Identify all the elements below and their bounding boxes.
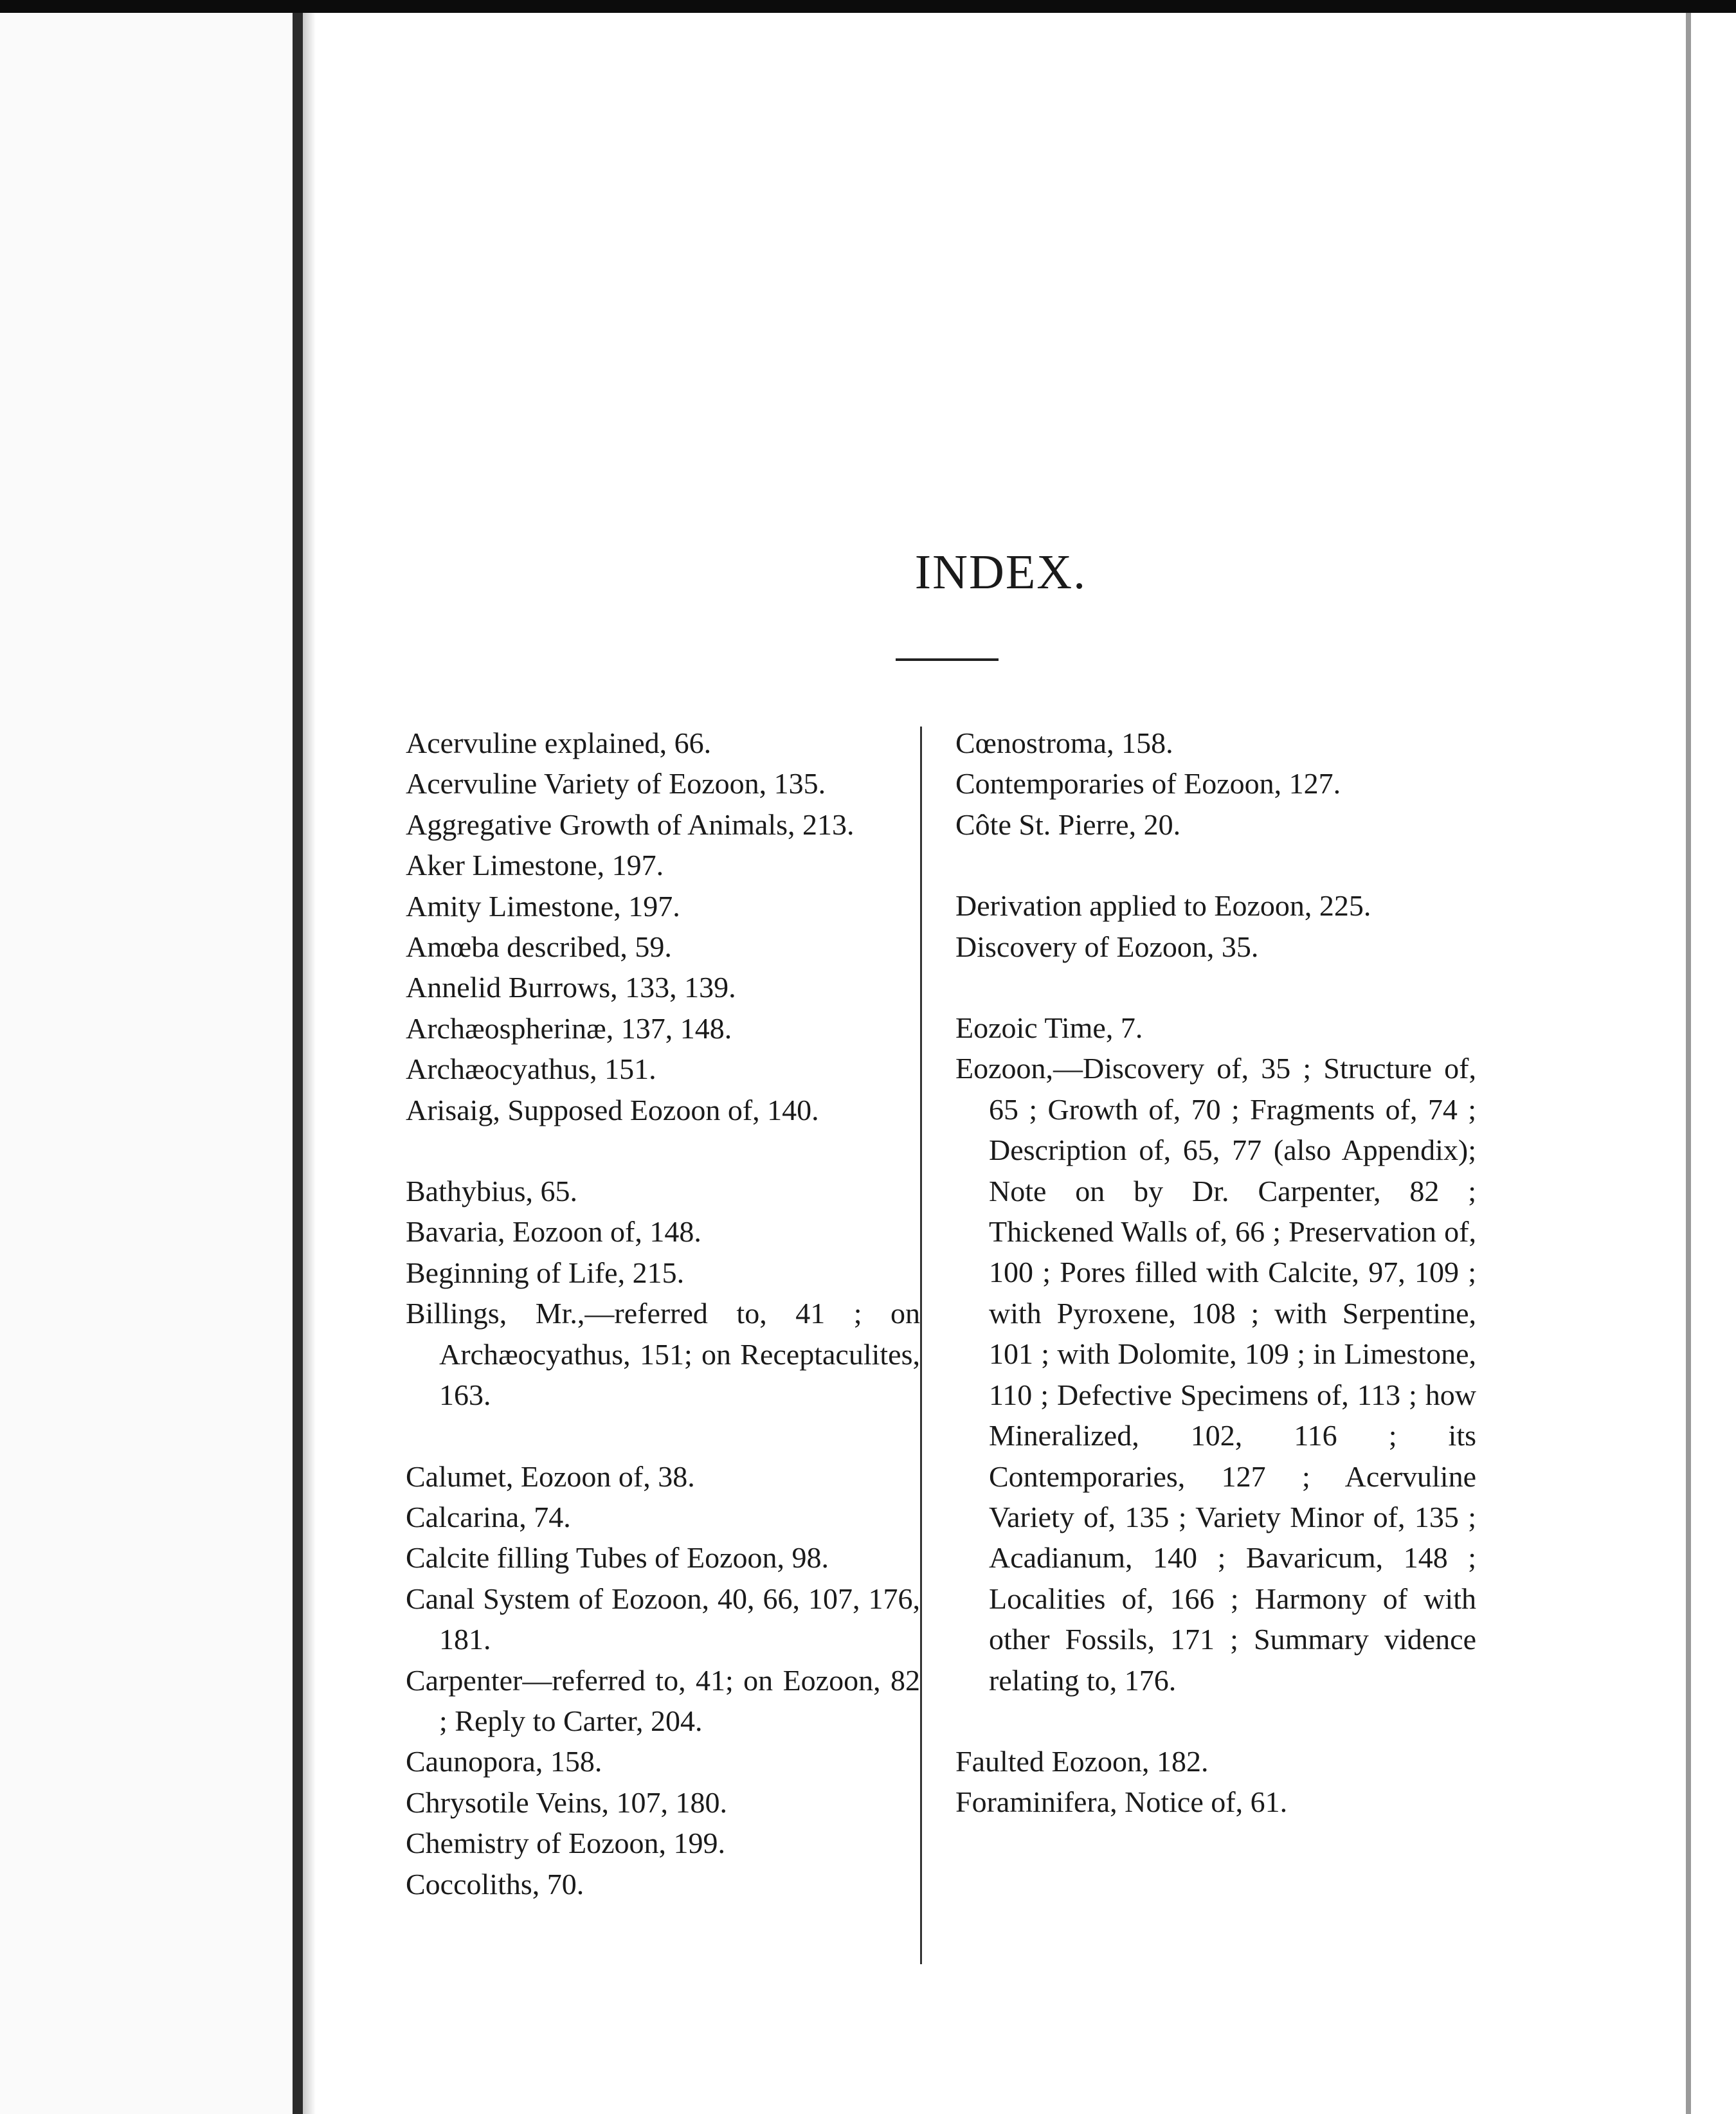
index-entry: Caunopora, 158. <box>406 1745 602 1778</box>
index-entry: Billings, Mr.,—referred to, 41 ; on Archæocyathus, 151; on Receptaculites, 163. <box>406 1297 920 1412</box>
index-column-right <box>955 723 1476 1823</box>
index-entry: Calumet, Eozoon of, 38. <box>406 1459 695 1493</box>
entry-gap <box>406 1130 920 1171</box>
index-entry: Eozoon,—Discovery of, 35 ; Structure of, 65 ; Growth of, 70 ; Fragments of, 74 ; Description of, 65, 77 (also Appendix); Note on by Dr. Carpenter, 82 ; Thickened Walls of, 66 ; Preservation of, 100 ; Pores filled with Calcite, 97, 109 ; with Pyroxene, 108 ; with Serpentine, 101 ; with Dolomite, 109 ; in Limestone, 110 ; Defective Specimens of, 113 ; how Mineralized, 102, 116 ; its Contemporaries, 127 ; Acervuline Variety of, 135 ; Variety Minor of, 135 ; Acadianum, 140 ; Bavaricum, 148 ; Localities of, 166 ; Harmony of with other Fossils, 171 ; Summary vidence relating to, 176. <box>955 1052 1476 1697</box>
index-page <box>316 13 1686 2114</box>
entry-gap <box>955 967 1476 1007</box>
entry-gap <box>955 1701 1476 1741</box>
index-entry: Chemistry of Eozoon, 199. <box>406 1827 725 1860</box>
index-entry: Côte St. Pierre, 20. <box>955 808 1181 841</box>
index-entry: Canal System of Eozoon, 40, 66, 107, 176, 181. <box>406 1582 920 1656</box>
index-entry: Coccoliths, 70. <box>406 1867 584 1901</box>
index-entry: Calcarina, 74. <box>406 1500 571 1533</box>
book-spine-shadow <box>293 13 303 2114</box>
index-entry: Faulted Eozoon, 182. <box>955 1744 1209 1778</box>
page-title: INDEX. <box>914 545 1087 599</box>
index-entry: Acervuline Variety of Eozoon, 135. <box>406 767 826 800</box>
index-entry: Chrysotile Veins, 107, 180. <box>406 1785 728 1819</box>
index-entry: Cœnostroma, 158. <box>955 727 1173 759</box>
index-entry: Amœba described, 59. <box>406 930 672 964</box>
index-entry: Eozoic Time, 7. <box>955 1011 1143 1045</box>
index-entry: Foraminifera, Notice of, 61. <box>955 1785 1288 1819</box>
index-column-left <box>406 723 920 1904</box>
index-entry: Amity Limestone, 197. <box>406 889 680 923</box>
index-entry: Bavaria, Eozoon of, 148. <box>406 1215 701 1249</box>
index-entry: Derivation applied to Eozoon, 225. <box>955 889 1371 923</box>
index-entry: Acervuline explained, 66. <box>406 727 712 759</box>
index-entry: Calcite filling Tubes of Eozoon, 98. <box>406 1541 829 1575</box>
title-rule <box>896 658 999 661</box>
index-entry: Discovery of Eozoon, 35. <box>955 930 1259 963</box>
index-entry: Aker Limestone, 197. <box>406 849 664 882</box>
page-right-edge <box>1686 13 1691 2114</box>
index-entry: Annelid Burrows, 133, 139. <box>406 971 736 1004</box>
index-entry: Aggregative Growth of Animals, 213. <box>406 808 854 841</box>
facing-page-edge <box>0 13 293 2114</box>
index-entry: Bathybius, 65. <box>406 1175 578 1208</box>
index-entry: Archæospherinæ, 137, 148. <box>406 1011 732 1045</box>
column-divider <box>920 727 922 1964</box>
gutter-shading <box>303 13 316 2114</box>
scan-top-border <box>0 0 1736 13</box>
entry-gap <box>406 1416 920 1456</box>
index-entry: Arisaig, Supposed Eozoon of, 140. <box>406 1093 819 1126</box>
index-entry: Contemporaries of Eozoon, 127. <box>955 767 1341 800</box>
index-entry: Beginning of Life, 215. <box>406 1256 685 1289</box>
index-entry: Carpenter—referred to, 41; on Eozoon, 82 ; Reply to Carter, 204. <box>406 1663 920 1737</box>
entry-gap <box>955 845 1476 885</box>
index-entry: Archæocyathus, 151. <box>406 1052 656 1086</box>
